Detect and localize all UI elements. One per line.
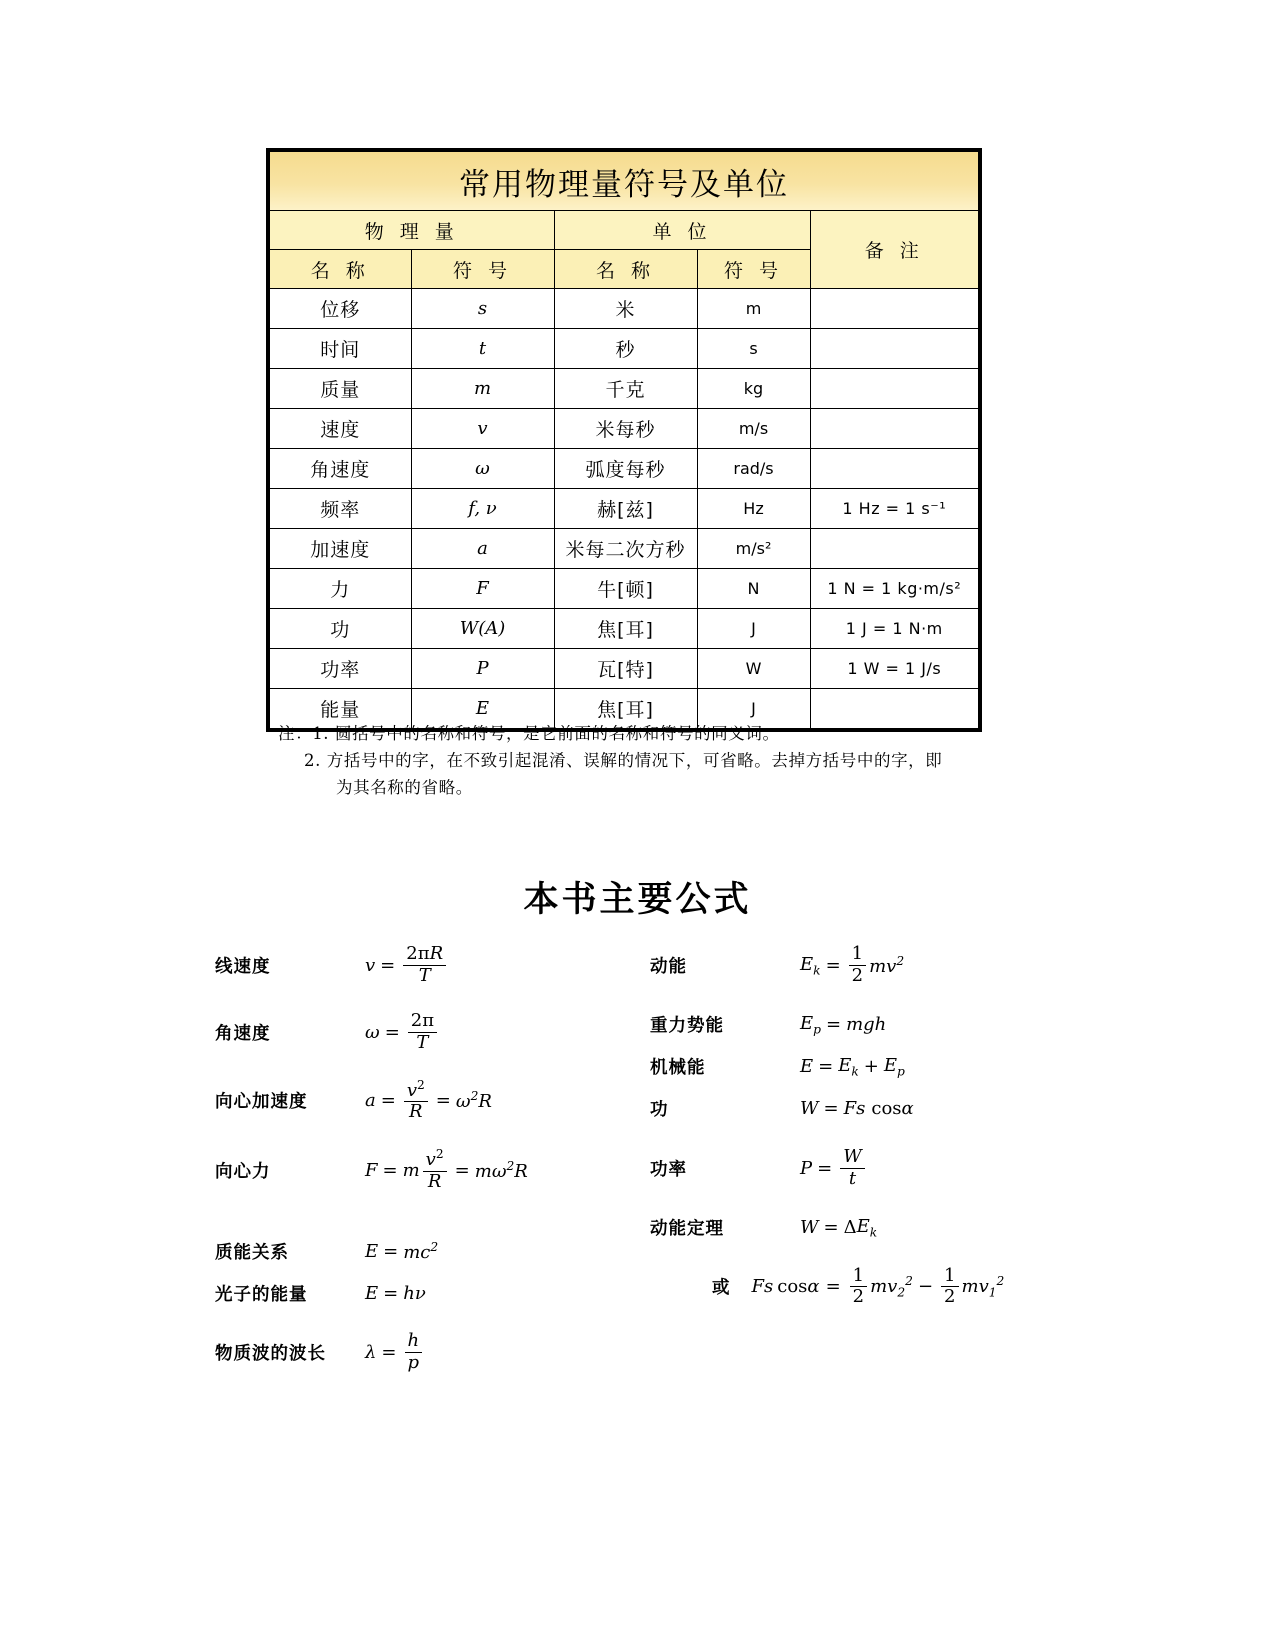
fraction-numerator xyxy=(423,1148,447,1172)
symbol-E: E xyxy=(800,1012,814,1034)
symbol-E: E xyxy=(365,1240,379,1262)
cell-remark xyxy=(810,409,980,449)
fraction-vsq-over-R xyxy=(404,1079,428,1123)
cell-quantity-symbol: a xyxy=(411,529,554,569)
symbol-v: v xyxy=(365,954,376,976)
symbol-omega: ω xyxy=(365,1021,380,1043)
exponent-2: 2 xyxy=(470,1088,479,1103)
cell-quantity-symbol: s xyxy=(411,289,554,329)
exponent-2: 2 xyxy=(905,1274,913,1289)
symbol-F: F xyxy=(365,1159,378,1181)
symbol-omega: ω xyxy=(455,1090,471,1112)
fraction-vsq-over-R xyxy=(423,1148,447,1192)
cell-quantity-symbol: f, ν xyxy=(411,489,554,529)
formula-row-work xyxy=(650,1096,1010,1122)
symbol-v: v xyxy=(406,1079,417,1101)
footnote-line-2: 2. 方括号中的字，在不致引起混淆、误解的情况下，可省略。去掉方括号中的字，即 xyxy=(304,751,943,770)
formula-expression-kinetic-energy xyxy=(800,945,904,986)
formula-expression-angular-velocity xyxy=(365,1009,440,1053)
equals-sign: = xyxy=(382,1159,398,1181)
equals-sign: = xyxy=(825,954,841,976)
formula-label: 向心力 xyxy=(215,1161,271,1182)
symbol-R: R xyxy=(478,1090,492,1112)
subscript-p: p xyxy=(897,1064,905,1079)
cell-remark xyxy=(810,369,980,409)
equals-sign: = xyxy=(380,954,396,976)
symbol-Ep xyxy=(800,1013,821,1037)
cell-unit-symbol: rad/s xyxy=(697,449,810,489)
cell-quantity-symbol: P xyxy=(411,649,554,689)
formula-row-power xyxy=(650,1145,1010,1189)
formula-row-de-broglie-wavelength xyxy=(215,1332,545,1373)
formula-label: 动能 xyxy=(650,956,687,977)
equals-sign: = xyxy=(383,1240,399,1262)
cell-quantity-name: 力 xyxy=(268,569,411,609)
symbol-F: F xyxy=(843,1098,857,1120)
symbol-R: R xyxy=(429,943,444,964)
cell-remark xyxy=(810,449,980,489)
cell-remark: 1 J = 1 N·m xyxy=(810,609,980,649)
subscript-k: k xyxy=(869,1225,878,1240)
spacer xyxy=(215,1192,545,1238)
symbol-P: P xyxy=(800,1157,813,1179)
minus-sign: − xyxy=(917,1276,934,1298)
formula-row-mechanical-energy xyxy=(650,1054,1010,1080)
cell-unit-name: 瓦[特] xyxy=(554,649,697,689)
symbol-E: E xyxy=(800,1056,814,1078)
symbol-Ep xyxy=(884,1055,905,1079)
table-row xyxy=(268,489,980,529)
symbol-nu: ν xyxy=(414,1282,426,1304)
two-pi: 2π xyxy=(406,943,430,964)
exponent-2: 2 xyxy=(417,1077,425,1092)
spacer xyxy=(650,1080,1010,1096)
mv1-squared xyxy=(962,1274,1005,1300)
formula-label: 向心加速度 xyxy=(215,1091,308,1112)
cell-quantity-name: 加速度 xyxy=(268,529,411,569)
formula-column-right xyxy=(650,945,1010,1307)
symbol-m: m xyxy=(474,1160,492,1182)
subscript-k: k xyxy=(851,1064,859,1079)
cell-remark: 1 W = 1 J/s xyxy=(810,649,980,689)
group-header-unit: 单 位 xyxy=(554,211,810,250)
equals-sign: = xyxy=(381,1342,397,1364)
symbol-lambda: λ xyxy=(365,1342,377,1364)
cell-quantity-name: 能量 xyxy=(268,689,411,731)
symbol-h: h xyxy=(403,1282,415,1304)
formula-label: 质能关系 xyxy=(215,1242,289,1263)
formula-label: 线速度 xyxy=(215,956,271,977)
exponent-2: 2 xyxy=(430,1239,439,1254)
fraction-one-half xyxy=(850,1264,867,1308)
fraction-numerator: 1 xyxy=(941,1267,958,1288)
spacer xyxy=(650,1189,1010,1215)
symbol-W: W xyxy=(800,1217,819,1239)
mv-term: mv xyxy=(961,1276,989,1298)
omega-squared-R xyxy=(456,1089,492,1112)
formula-expression-photon-energy xyxy=(365,1283,426,1304)
equals-sign: = xyxy=(435,1089,451,1111)
formula-label: 功 xyxy=(650,1100,669,1121)
symbol-E: E xyxy=(838,1054,852,1076)
subscript-k: k xyxy=(813,963,821,978)
cell-unit-symbol: s xyxy=(697,329,810,369)
table-row xyxy=(268,289,980,329)
plus-sign: + xyxy=(863,1056,879,1078)
exponent-2: 2 xyxy=(896,953,905,968)
cell-remark xyxy=(810,289,980,329)
spacer xyxy=(650,986,1010,1012)
fraction-denominator: 2 xyxy=(944,1286,956,1308)
equals-sign: = xyxy=(380,1089,396,1111)
mc-squared xyxy=(403,1240,438,1263)
equals-sign: = xyxy=(817,1157,833,1179)
table-row xyxy=(268,649,980,689)
fraction-denominator: R xyxy=(427,1171,442,1193)
cell-unit-name: 米 xyxy=(554,289,697,329)
mgh-term: mgh xyxy=(846,1014,887,1036)
physical-quantities-table xyxy=(266,148,982,732)
cell-unit-symbol: J xyxy=(697,609,810,649)
cell-unit-name: 焦[耳] xyxy=(554,609,697,649)
subscript-1: 1 xyxy=(988,1285,997,1300)
fraction-denominator: p xyxy=(407,1352,420,1374)
group-header-quantity: 物 理 量 xyxy=(268,211,554,250)
fraction-denominator: 2 xyxy=(852,1286,865,1308)
fraction-numerator: h xyxy=(405,1332,423,1353)
equals-sign: = xyxy=(383,1282,399,1304)
sub-header-unit-name: 名 称 xyxy=(554,250,697,289)
fraction-W-over-t xyxy=(840,1145,865,1189)
cell-quantity-name: 功 xyxy=(268,609,411,649)
cell-unit-name: 赫[兹] xyxy=(554,489,697,529)
fraction-numerator xyxy=(404,1079,428,1103)
formula-expression-de-broglie-wavelength xyxy=(365,1332,425,1373)
equals-sign: = xyxy=(454,1159,470,1181)
subscript-2: 2 xyxy=(897,1285,906,1300)
symbol-alpha: α xyxy=(807,1276,820,1298)
cell-quantity-symbol: m xyxy=(411,369,554,409)
symbol-Ek xyxy=(838,1055,859,1079)
exponent-2: 2 xyxy=(996,1274,1005,1289)
formula-expression-work-energy-theorem xyxy=(800,1216,877,1240)
symbol-E: E xyxy=(883,1054,898,1076)
symbol-E: E xyxy=(365,1282,379,1304)
cell-quantity-symbol: W(A) xyxy=(411,609,554,649)
table-group-header-row xyxy=(268,211,980,250)
cell-unit-symbol: m/s² xyxy=(697,529,810,569)
spacer xyxy=(215,1053,545,1079)
m-omega-squared-R xyxy=(475,1159,528,1182)
formula-label: 功率 xyxy=(650,1159,687,1180)
table-row xyxy=(268,369,980,409)
cell-quantity-symbol: F xyxy=(411,569,554,609)
formula-row-angular-velocity xyxy=(215,1009,545,1053)
footnote-line-1: 注：1. 圆括号中的名称和符号，是它前面的名称和符号的同义词。 xyxy=(278,724,780,743)
formula-expression-power xyxy=(800,1145,868,1189)
fraction-numerator: W xyxy=(840,1148,865,1169)
cell-unit-name: 米每秒 xyxy=(554,409,697,449)
cell-quantity-symbol: E xyxy=(411,689,554,731)
cell-remark xyxy=(810,529,980,569)
fraction-numerator: 1 xyxy=(849,945,866,966)
formula-row-work-energy-theorem-alt xyxy=(650,1264,1010,1308)
formula-row-photon-energy xyxy=(215,1280,545,1306)
equals-sign: = xyxy=(825,1014,842,1036)
symbol-omega: ω xyxy=(491,1160,507,1182)
formula-row-kinetic-energy xyxy=(650,945,1010,986)
mv2-squared xyxy=(870,1274,913,1300)
formula-row-work-energy-theorem xyxy=(650,1215,1010,1241)
table-row xyxy=(268,409,980,449)
formula-expression-centripetal-acceleration xyxy=(365,1079,492,1123)
table-footnotes xyxy=(278,720,1018,801)
formula-label: 机械能 xyxy=(650,1058,706,1079)
delta-symbol: Δ xyxy=(843,1217,857,1239)
alternative-label: 或 xyxy=(712,1278,730,1299)
formula-expression-centripetal-force xyxy=(365,1148,528,1192)
mv-squared xyxy=(869,954,904,977)
table-row xyxy=(268,329,980,369)
formula-label: 重力势能 xyxy=(650,1016,724,1037)
fraction-one-half xyxy=(849,945,866,986)
cell-remark xyxy=(810,329,980,369)
fraction-numerator xyxy=(403,945,446,966)
fraction-2pi-over-T xyxy=(408,1009,437,1053)
symbol-E: E xyxy=(856,1215,870,1237)
cell-unit-symbol: N xyxy=(697,569,810,609)
symbol-W: W xyxy=(800,1098,819,1120)
fraction-denominator: T xyxy=(416,1031,429,1053)
fraction-denominator: T xyxy=(418,964,431,986)
fraction-one-half xyxy=(941,1264,958,1308)
fraction-numerator: 1 xyxy=(850,1267,867,1288)
mc-term: mc xyxy=(403,1241,431,1263)
cell-remark: 1 N = 1 kg·m/s² xyxy=(810,569,980,609)
fraction-h-over-p xyxy=(405,1332,423,1373)
fraction-numerator: 2π xyxy=(408,1012,437,1033)
formula-row-linear-velocity xyxy=(215,945,545,986)
spacer xyxy=(215,1306,545,1332)
symbol-s: s xyxy=(764,1276,774,1298)
symbol-F: F xyxy=(751,1276,764,1298)
sub-header-quantity-symbol: 符 号 xyxy=(411,250,554,289)
subscript-p: p xyxy=(813,1022,821,1037)
symbol-alpha: α xyxy=(901,1098,914,1120)
cell-unit-name: 秒 xyxy=(554,329,697,369)
sub-header-unit-symbol: 符 号 xyxy=(697,250,810,289)
cell-remark: 1 Hz = 1 s⁻¹ xyxy=(810,489,980,529)
formula-expression-work xyxy=(800,1098,914,1119)
table-row xyxy=(268,569,980,609)
cell-quantity-symbol: v xyxy=(411,409,554,449)
formula-label: 动能定理 xyxy=(650,1219,724,1240)
table-row xyxy=(268,529,980,569)
table-title: 常用物理量符号及单位 xyxy=(268,150,980,211)
cell-quantity-name: 角速度 xyxy=(268,449,411,489)
symbol-E: E xyxy=(800,953,814,975)
Fs-term xyxy=(752,1276,774,1297)
formula-expression-mechanical-energy xyxy=(800,1055,905,1079)
equals-sign: = xyxy=(825,1276,841,1298)
physical-quantities-table-block xyxy=(266,148,978,732)
mv-term: mv xyxy=(870,1276,898,1298)
symbol-s: s xyxy=(856,1098,866,1120)
cell-quantity-name: 功率 xyxy=(268,649,411,689)
sub-header-quantity-name: 名 称 xyxy=(268,250,411,289)
exponent-2: 2 xyxy=(435,1147,444,1162)
cell-unit-name: 千克 xyxy=(554,369,697,409)
footnote-line-3: 为其名称的省略。 xyxy=(336,778,473,797)
equals-sign: = xyxy=(823,1098,839,1120)
equals-sign: = xyxy=(384,1021,400,1043)
symbol-v: v xyxy=(425,1149,436,1171)
cos-operator: cos xyxy=(777,1276,808,1298)
cos-operator: cos xyxy=(871,1098,902,1120)
group-header-remark: 备 注 xyxy=(810,211,980,289)
equals-sign: = xyxy=(823,1217,839,1239)
formula-row-mass-energy xyxy=(215,1238,545,1264)
formula-label: 光子的能量 xyxy=(215,1284,308,1305)
cell-unit-name: 焦[耳] xyxy=(554,689,697,731)
table-row xyxy=(268,609,980,649)
spacer xyxy=(215,1122,545,1148)
cell-quantity-symbol: t xyxy=(411,329,554,369)
symbol-Ek xyxy=(800,954,821,978)
cell-quantity-name: 质量 xyxy=(268,369,411,409)
formula-label: 物质波的波长 xyxy=(215,1344,326,1365)
spacer xyxy=(215,986,545,1012)
cell-quantity-name: 时间 xyxy=(268,329,411,369)
cell-unit-name: 弧度每秒 xyxy=(554,449,697,489)
Fs-term xyxy=(844,1098,866,1119)
symbol-R: R xyxy=(514,1160,528,1182)
fraction-denominator: t xyxy=(848,1167,857,1189)
fraction-denominator: R xyxy=(409,1101,423,1123)
formulas-section-title: 本书主要公式 xyxy=(523,879,752,920)
symbol-m: m xyxy=(402,1159,420,1181)
cell-unit-name: 米每二次方秒 xyxy=(554,529,697,569)
spacer xyxy=(650,1241,1010,1267)
formula-expression-linear-velocity xyxy=(365,945,449,986)
formula-expression-mass-energy xyxy=(365,1240,438,1263)
symbol-Ek xyxy=(857,1216,878,1240)
fraction-2piR-over-T xyxy=(403,945,446,986)
cell-quantity-name: 频率 xyxy=(268,489,411,529)
h-nu xyxy=(403,1283,426,1304)
exponent-2: 2 xyxy=(506,1158,515,1173)
formula-row-centripetal-acceleration xyxy=(215,1079,545,1123)
formula-column-left xyxy=(215,945,545,1373)
cell-unit-symbol: m xyxy=(697,289,810,329)
formula-expression-work-energy-theorem-alt xyxy=(751,1264,1005,1308)
fraction-denominator: 2 xyxy=(851,964,864,986)
cell-unit-symbol: m/s xyxy=(697,409,810,449)
formula-expression-gravitational-pe xyxy=(800,1013,886,1037)
cell-quantity-name: 位移 xyxy=(268,289,411,329)
cell-quantity-name: 速度 xyxy=(268,409,411,449)
formula-row-centripetal-force xyxy=(215,1148,545,1192)
mv-term: mv xyxy=(869,955,897,977)
cell-unit-symbol: J xyxy=(697,689,810,731)
spacer xyxy=(650,1122,1010,1148)
table-title-row xyxy=(268,150,980,211)
table-row xyxy=(268,449,980,489)
cell-unit-symbol: kg xyxy=(697,369,810,409)
equals-sign: = xyxy=(818,1056,834,1078)
cell-quantity-symbol: ω xyxy=(411,449,554,489)
spacer xyxy=(215,1264,545,1280)
cell-unit-name: 牛[顿] xyxy=(554,569,697,609)
cell-unit-symbol: W xyxy=(697,649,810,689)
symbol-a: a xyxy=(365,1089,376,1111)
formula-row-gravitational-pe xyxy=(650,1012,1010,1038)
cell-unit-symbol: Hz xyxy=(697,489,810,529)
spacer xyxy=(650,1038,1010,1054)
formula-label: 角速度 xyxy=(215,1023,271,1044)
